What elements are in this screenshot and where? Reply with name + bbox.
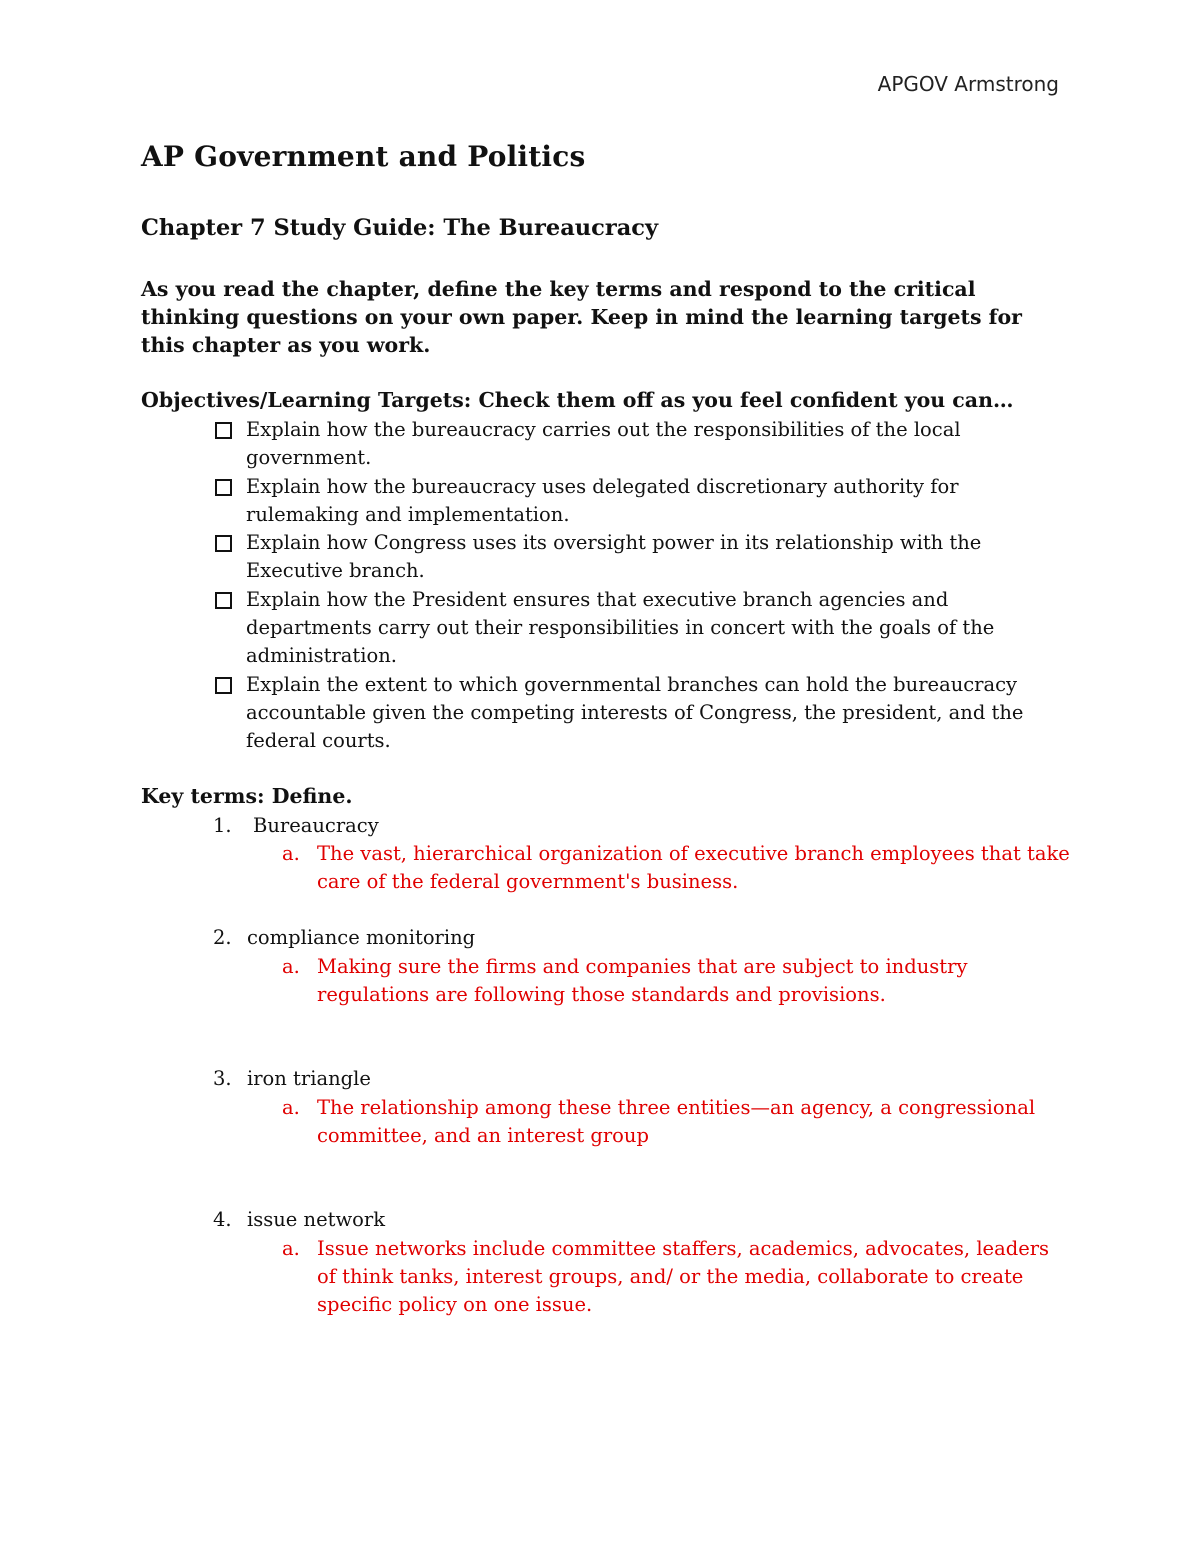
- key-term-label: compliance monitoring: [247, 926, 476, 950]
- learning-targets-list: [141, 416, 1071, 756]
- document-subtitle: Chapter 7 Study Guide: The Bureaucracy: [141, 215, 659, 241]
- key-terms-heading: Key terms: Define.: [141, 783, 353, 808]
- definition-letter: a.: [282, 841, 300, 865]
- checkbox-icon[interactable]: [215, 592, 232, 609]
- key-term-definition: [282, 1094, 1071, 1151]
- learning-target-text: Explain how the bureaucracy carries out the responsibilities of the local government.: [246, 418, 961, 470]
- learning-target-text: Explain the extent to which governmental branches can hold the bureaucracy accountable given the competing interests of Congress, the president, and the federal courts.: [246, 672, 1024, 753]
- definition-text: Making sure the firms and companies that are subject to industry regulations are following those standards and provisions.: [317, 954, 968, 1007]
- definition-text: The vast, hierarchical organization of executive branch employees that take care of the federal government's business.: [317, 841, 1070, 894]
- definition-letter: a.: [282, 1095, 300, 1119]
- checkbox-icon[interactable]: [215, 422, 232, 439]
- key-term-definition: [282, 1235, 1071, 1320]
- document-body: [141, 140, 1071, 1319]
- learning-target-item: [213, 671, 1071, 756]
- definition-text: The relationship among these three entities—an agency, a congressional committee, and an interest group: [317, 1095, 1036, 1147]
- key-term-number: 1.: [213, 813, 232, 837]
- spacer: [141, 1009, 1071, 1065]
- spacer: [141, 896, 1071, 924]
- key-term-item: [141, 924, 1071, 1009]
- key-term-label: iron triangle: [247, 1067, 371, 1091]
- intro-paragraph: As you read the chapter, define the key terms and respond to the critical thinking questions on your own paper. Keep in mind the learning targets for this chapter as you work.: [141, 277, 1022, 357]
- checkbox-icon[interactable]: [215, 535, 232, 552]
- key-term-label: issue network: [247, 1208, 386, 1232]
- learning-target-item: [213, 529, 1071, 586]
- learning-target-text: Explain how the President ensures that executive branch agencies and departments carry out their responsibilities in concert with the goals of the administration.: [246, 587, 995, 668]
- key-term-item: [141, 1065, 1071, 1150]
- checkbox-icon[interactable]: [215, 479, 232, 496]
- key-term-definition: [282, 840, 1071, 897]
- document-title: AP Government and Politics: [141, 140, 586, 173]
- learning-target-text: Explain how the bureaucracy uses delegated discretionary authority for rulemaking and implementation.: [246, 474, 959, 526]
- definition-letter: a.: [282, 954, 300, 978]
- key-term-label: Bureaucracy: [253, 813, 379, 837]
- objectives-heading: Objectives/Learning Targets: Check them off as you feel confident you can…: [141, 388, 1014, 412]
- key-term-number: 4.: [213, 1208, 232, 1232]
- definition-text: Issue networks include committee staffers, academics, advocates, leaders of think tanks, interest groups, and/ or the media, collaborate to create specific policy on one issue.: [317, 1236, 1050, 1317]
- key-term-definition: [282, 953, 1071, 1010]
- key-term-number: 3.: [213, 1067, 232, 1091]
- learning-target-text: Explain how Congress uses its oversight power in its relationship with the Executive branch.: [246, 531, 982, 583]
- definition-letter: a.: [282, 1236, 300, 1260]
- key-terms-list: [141, 812, 1071, 1320]
- learning-target-item: [213, 473, 1071, 530]
- learning-target-item: [213, 416, 1071, 473]
- key-term-number: 2.: [213, 926, 232, 950]
- checkbox-icon[interactable]: [215, 677, 232, 694]
- learning-target-item: [213, 586, 1071, 671]
- key-term-item: [141, 1206, 1071, 1319]
- page-header: APGOV Armstrong: [877, 72, 1059, 96]
- key-term-item: [141, 812, 1071, 897]
- spacer: [141, 1150, 1071, 1206]
